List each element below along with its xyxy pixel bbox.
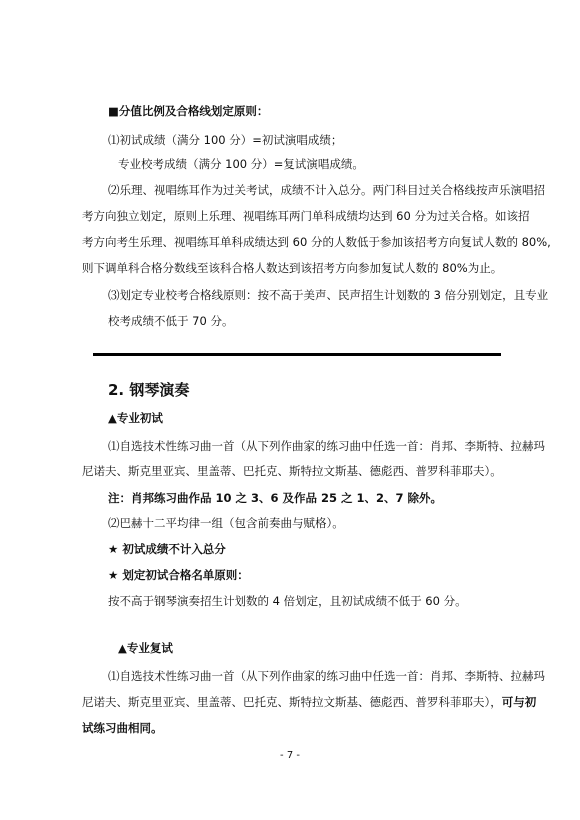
retest-bold-tail: 可与初: [501, 695, 537, 709]
scoring-item: 则下调单科合格分数线至该科合格人数达到该招考方向参加复试人数的 80%为止。: [82, 261, 503, 275]
star-note: ★ 划定初试合格名单原则：: [108, 568, 249, 582]
section-divider: [93, 353, 501, 356]
page-number: - 7 -: [280, 750, 300, 761]
scoring-item: 考方向考生乐理、视唱练耳单科成绩达到 60 分的人数低于参加该招考方向复试人数的 80%,: [82, 235, 551, 249]
scoring-item: 校考成绩不低于 70 分。: [108, 314, 234, 328]
scoring-item: ⑵乐理、视唱练耳作为过关考试，成绩不计入总分。两门科目过关合格线按声乐演唱招: [108, 183, 545, 197]
scoring-item: 考方向独立划定，原则上乐理、视唱练耳两门单科成绩均达到 60 分为过关合格。如该招: [82, 209, 530, 223]
retest-item-text: 尼诺夫、斯克里亚宾、里盖蒂、巴托克、斯特拉文斯基、德彪西、普罗科菲耶夫），: [82, 695, 502, 709]
prelim-rule: 按不高于钢琴演奏招生计划数的 4 倍划定，且初试成绩不低于 60 分。: [108, 594, 467, 608]
scoring-item: ⑴初试成绩（满分 100 分）=初试演唱成绩；: [108, 133, 343, 147]
prelim-heading: ▲专业初试: [108, 411, 163, 425]
prelim-bach: ⑵巴赫十二平均律一组（包含前奏曲与赋格）。: [108, 516, 344, 530]
prelim-item: ⑴自选技术性练习曲一首（从下列作曲家的练习曲中任选一首：肖邦、李斯特、拉赫玛: [108, 439, 545, 453]
scoring-item: ⑶划定专业校考合格线原则：按不高于美声、民声招生计划数的 3 倍分别划定，且专业: [108, 288, 549, 302]
prelim-note: 注：肖邦练习曲作品 10 之 3、6 及作品 25 之 1、2、7 除外。: [108, 491, 443, 505]
section-title: 2. 钢琴演奏: [108, 381, 190, 399]
retest-item: [82, 694, 536, 710]
prelim-item: 尼诺夫、斯克里亚宾、里盖蒂、巴托克、斯特拉文斯基、德彪西、普罗科菲耶夫）。: [82, 464, 502, 478]
retest-last: 试练习曲相同。: [82, 721, 163, 735]
scoring-heading: ■分值比例及合格线划定原则：: [108, 104, 269, 118]
scoring-item: 专业校考成绩（满分 100 分）=复试演唱成绩。: [118, 157, 364, 171]
retest-item: ⑴自选技术性练习曲一首（从下列作曲家的练习曲中任选一首：肖邦、李斯特、拉赫玛: [108, 669, 545, 683]
retest-heading: ▲专业复试: [118, 641, 173, 655]
star-note: ★ 初试成绩不计入总分: [108, 542, 226, 556]
